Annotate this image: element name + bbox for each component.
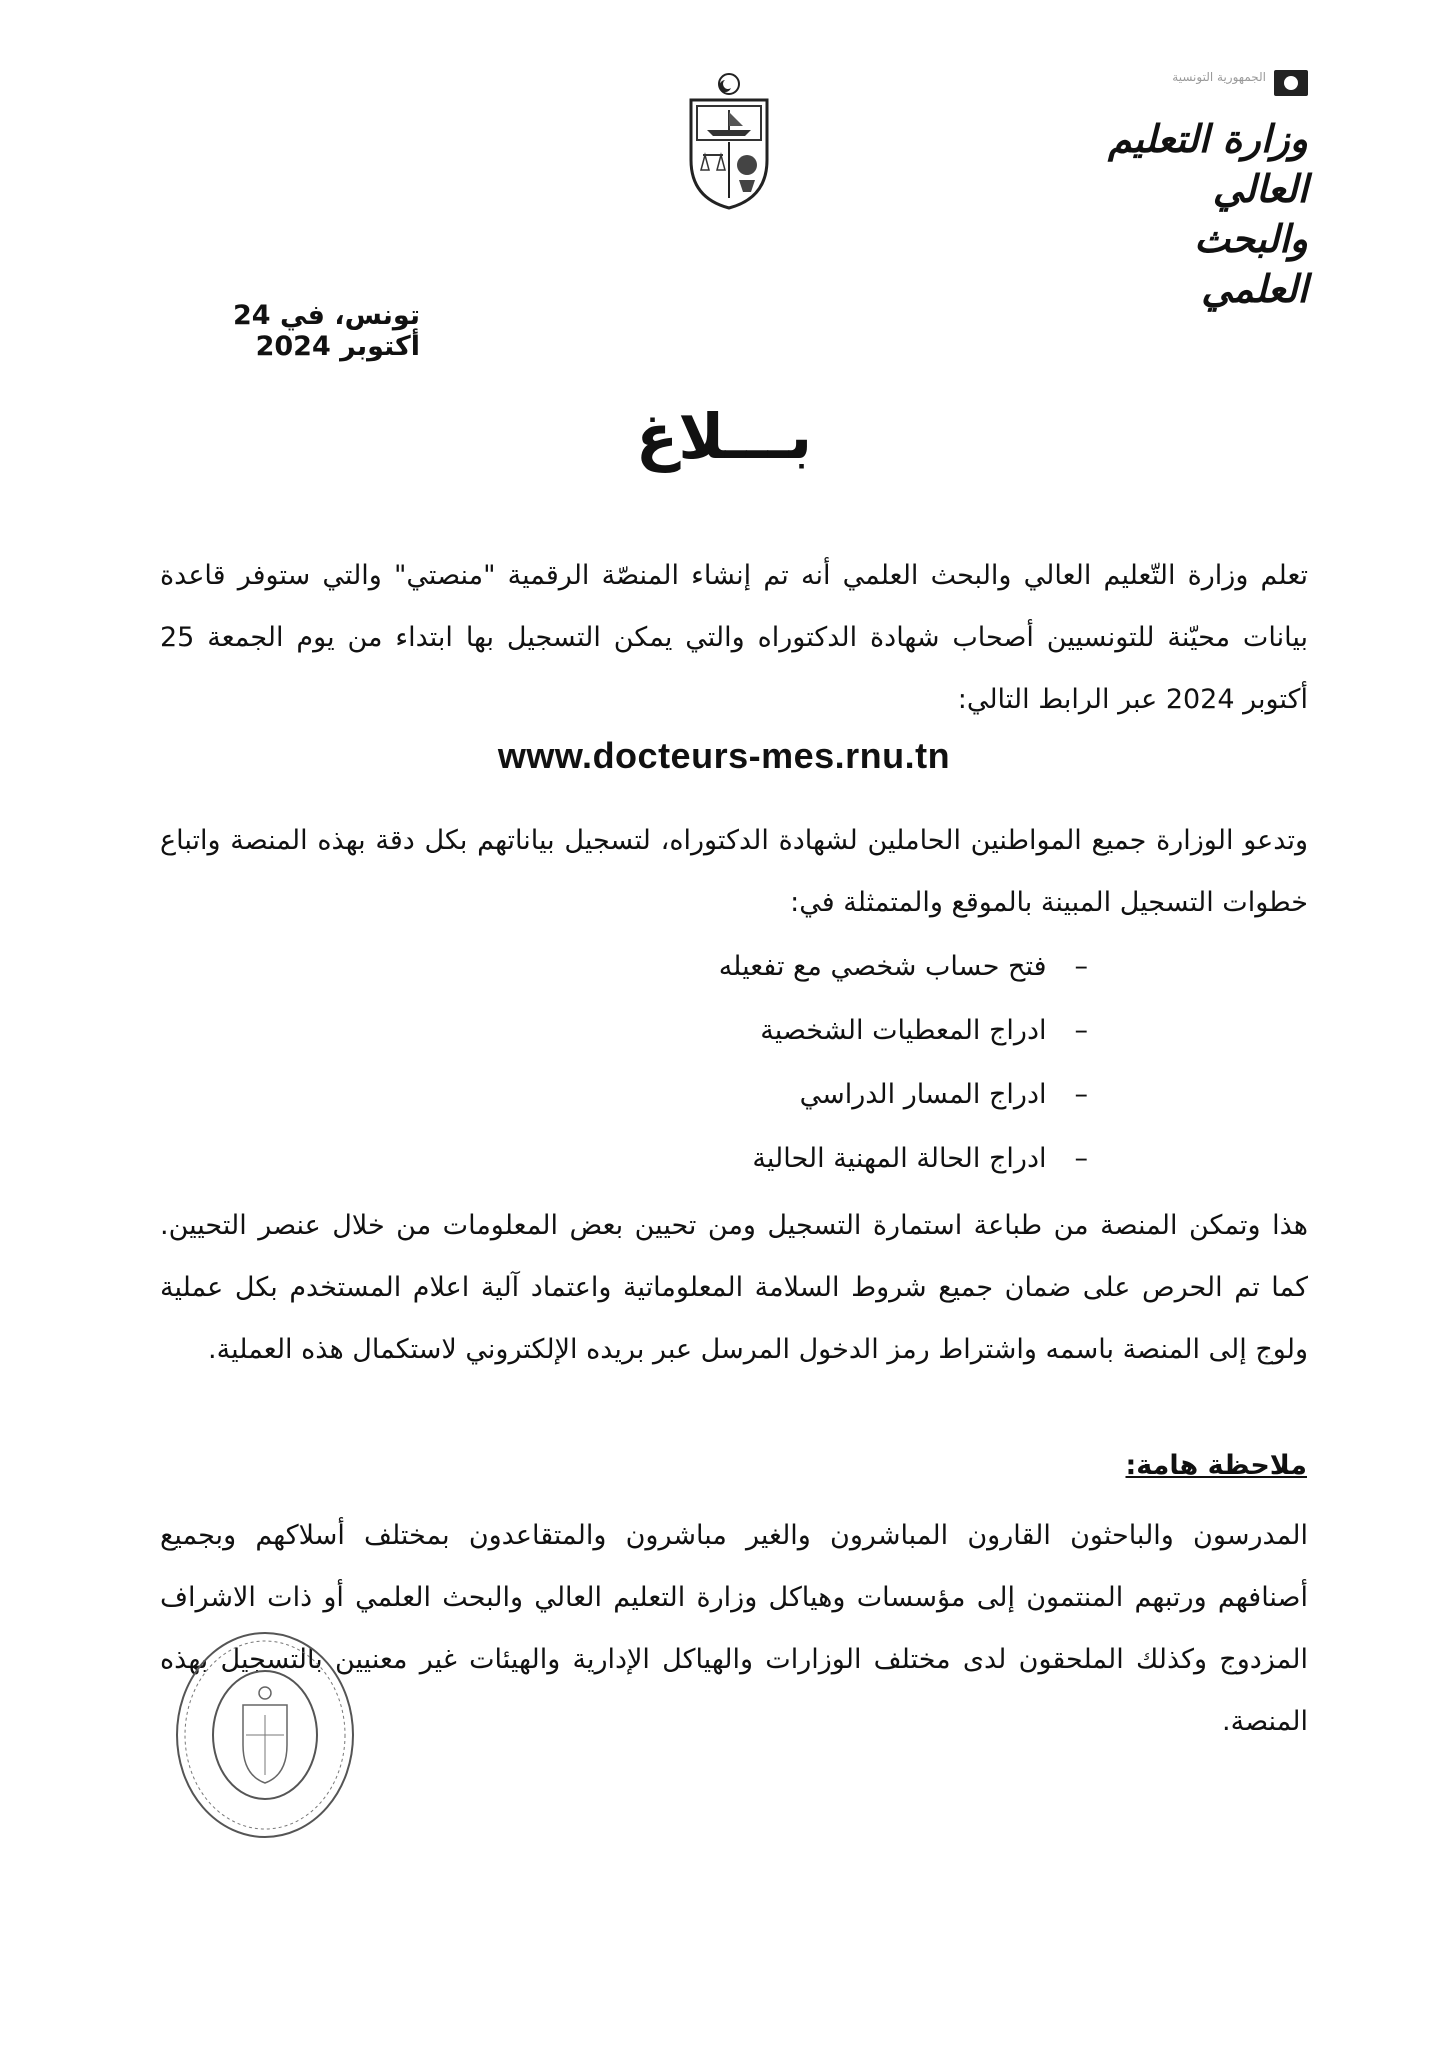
list-item: – فتح حساب شخصي مع تفعيله (388, 935, 1088, 999)
ministry-small-text: الجمهورية التونسية (1172, 70, 1266, 84)
paragraph-3: هذا وتمكن المنصة من طباعة استمارة التسجيل ومن تحيين بعض المعلومات من خلال عنصر التحيين. كما تم الحرص على ضمان جميع شروط السلامة المعلوماتية واعتماد آلية اعلام المستخدم بكل عملية ولوج إلى المنصة باسمه واشتراط رمز الدخول المرسل عبر بريده الإلكتروني لاستكمال هذه العملية. (160, 1210, 1308, 1365)
platform-url: www.docteurs-mes.rnu.tn (497, 735, 951, 776)
paragraph-1: تعلم وزارة التّعليم العالي والبحث العلمي أنه تم إنشاء المنصّة الرقمية "منصتي" والتي ستوفر قاعدة بيانات محيّنة للتونسيين أصحاب شهادة الدكتوراه والتي يمكن التسجيل بها ابتداء من يوم الجمعة 25 أكتوبر 2024 عبر الرابط التالي: (160, 560, 1308, 715)
official-stamp-icon (170, 1625, 360, 1845)
list-item: – ادراج الحالة المهنية الحالية (388, 1127, 1088, 1191)
list-item: – ادراج المسار الدراسي (388, 1063, 1088, 1127)
paragraph-2: وتدعو الوزارة جميع المواطنين الحاملين لشهادة الدكتوراه، لتسجيل بياناتهم بكل دقة بهذه المنصة واتباع خطوات التسجيل المبينة بالموقع والمتمثلة في: (160, 825, 1308, 918)
ministry-name: وزارة التعليم العالي والبحث العلمي (1107, 116, 1308, 311)
note-title: ملاحظة هامة: (1125, 1450, 1307, 1481)
note-text: المدرسون والباحثون القارون المباشرون والغير مباشرون والمتقاعدون بمختلف أسلاكهم وبجميع أصنافهم ورتبهم المنتمون إلى مؤسسات وهياكل وزارة التعليم العالي والبحث العلمي أو ذات الاشراف المزدوج وكذلك الملحقون لدى مختلف الوزارات والهياكل الإدارية والهيئات غير معنيين بالتسجيل بهذه المنصة. (160, 1520, 1308, 1737)
document-title: بـــلاغ (635, 400, 813, 473)
ministry-logo (1098, 70, 1308, 311)
registration-steps (388, 935, 1088, 1191)
list-item: – ادراج المعطيات الشخصية (388, 999, 1088, 1063)
flag-icon (1274, 70, 1308, 96)
coat-of-arms-icon (683, 70, 775, 210)
document-date: تونس، في 24 أكتوبر 2024 (232, 300, 420, 362)
